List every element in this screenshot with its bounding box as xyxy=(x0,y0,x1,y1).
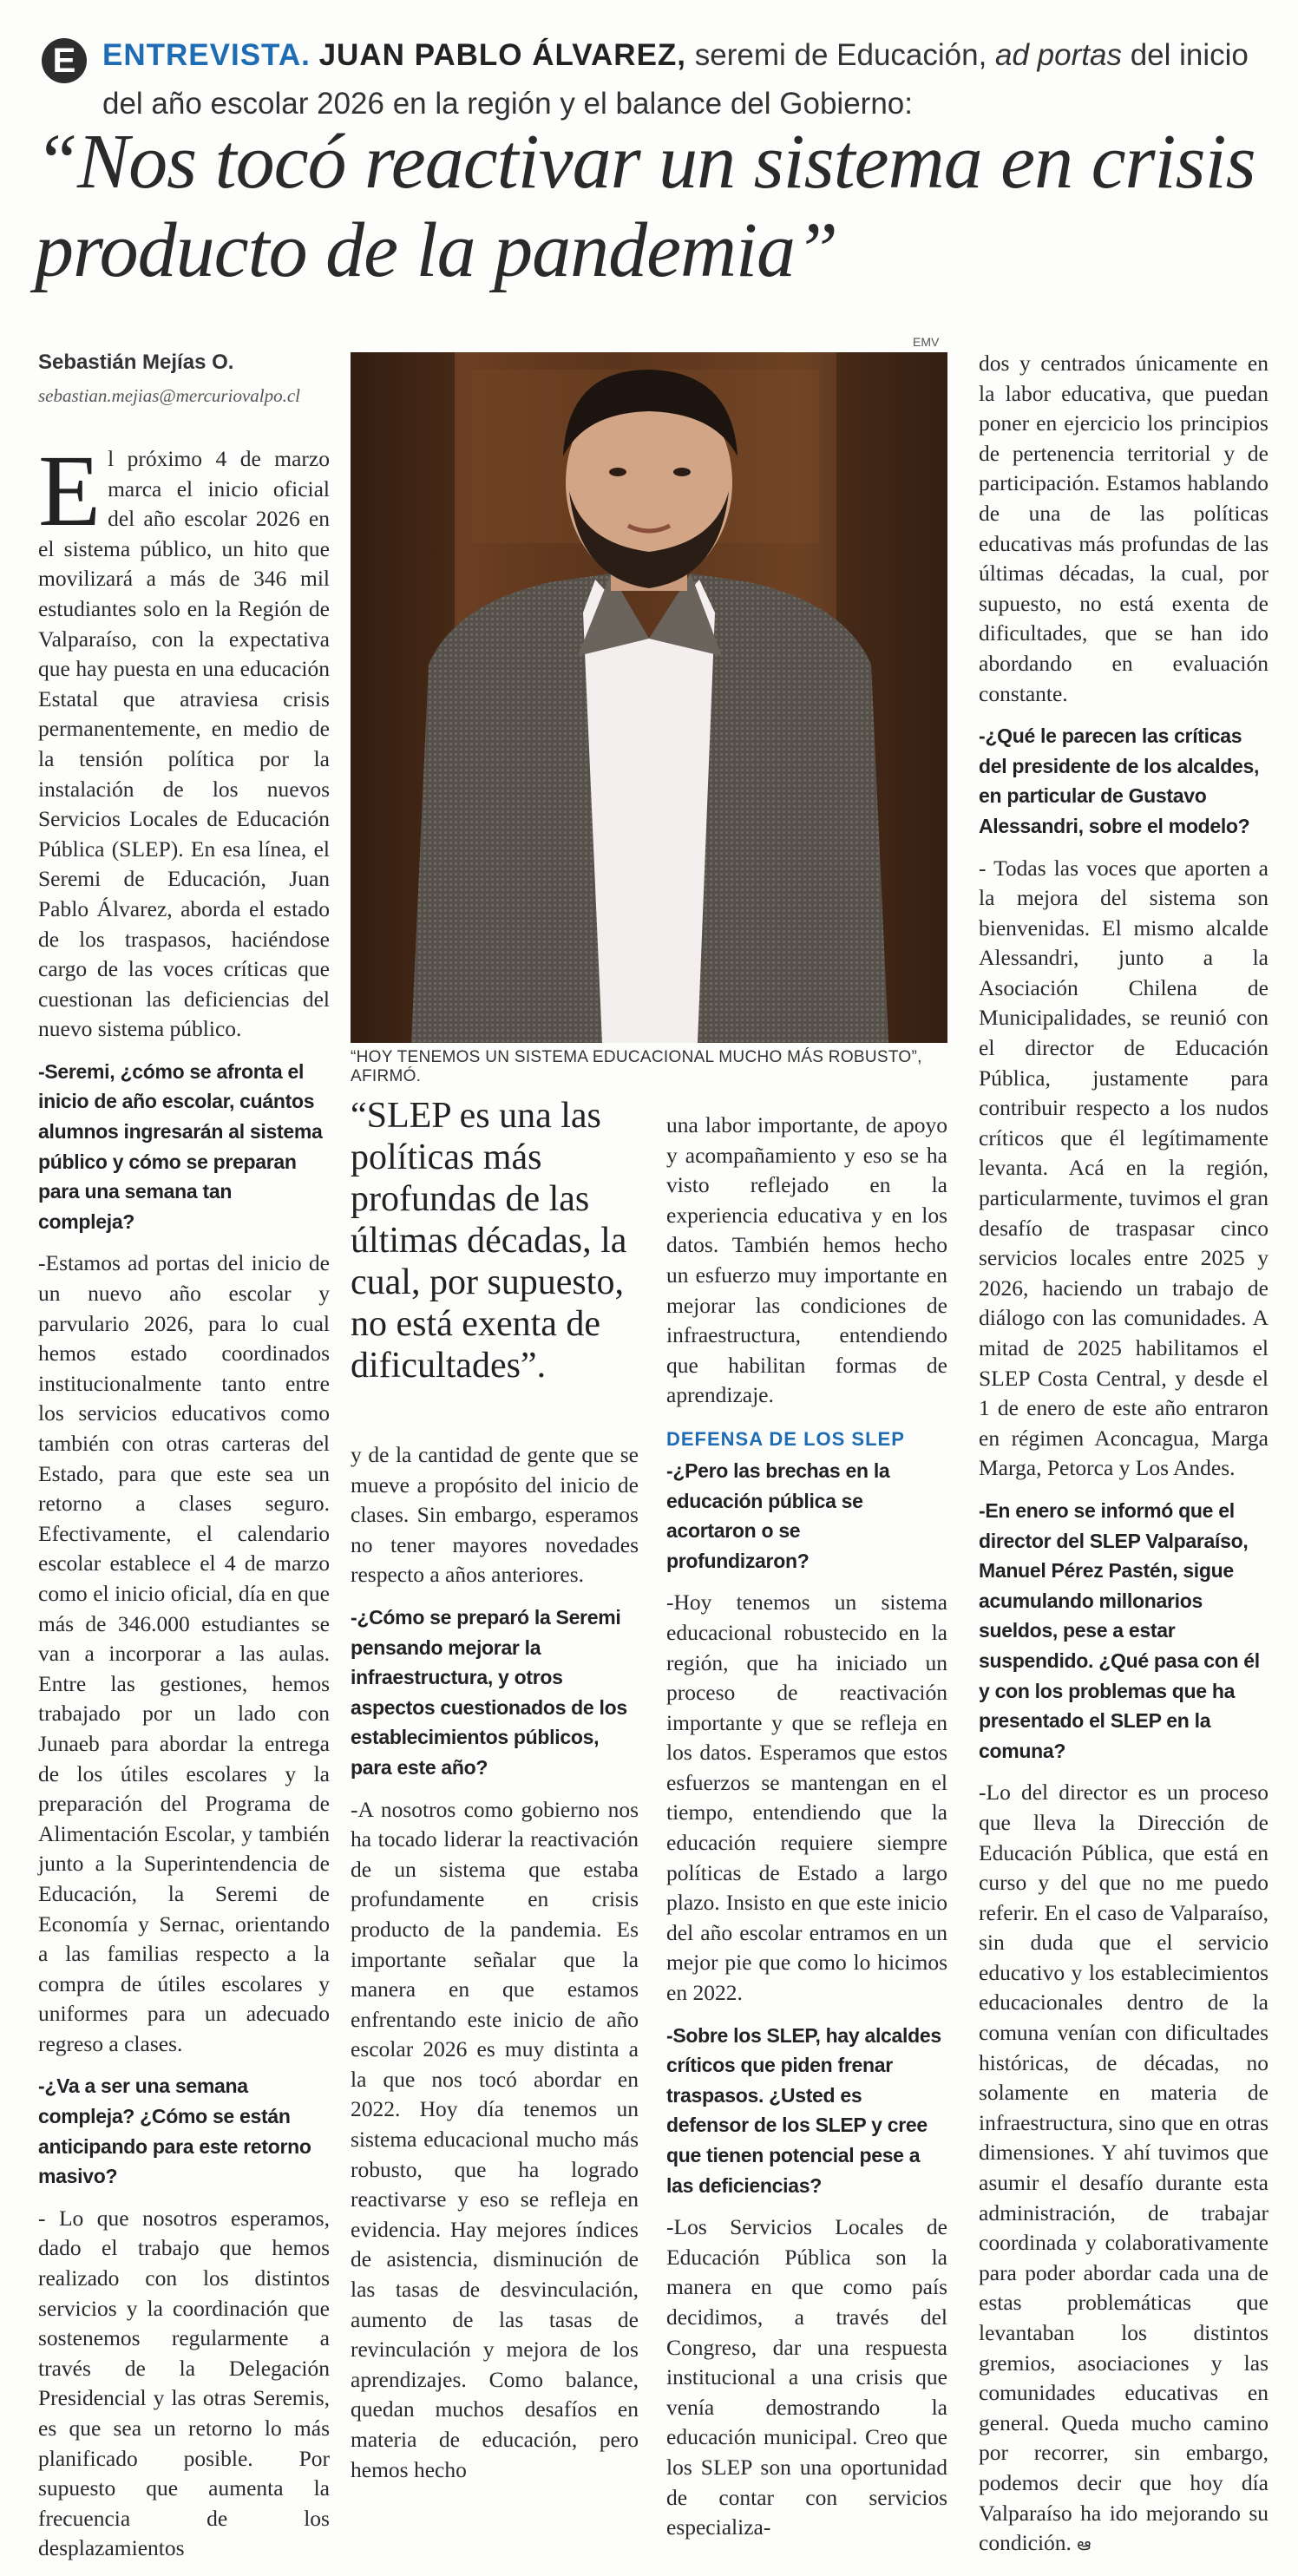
answer-5-part-1: -Los Servicios Locales de Educación Pública son la manera en que como país decidimos, a través del Congreso, dar una respuesta institucional a una crisis que venía demostrando la educación municipal. Creo que los SLEP son una oportunidad de contar con servicios especializa- xyxy=(666,2214,947,2540)
kicker-text-1: seremi de Educación, xyxy=(686,38,996,72)
answer-2-part-2: y de la cantidad de gente que se mueve a propósito del inicio de clases. Sin embargo, esperamos no tener mayores novedades respecto a años anteriores. xyxy=(351,1442,639,1588)
end-mark-icon: ఆ xyxy=(1077,2535,1092,2555)
kicker-text-2: del inicio del año escolar 2026 en la región y el balance del Gobierno: xyxy=(102,38,1249,121)
question-4: -¿Pero las brechas en la educación pública se acortaron o se profundizaron? xyxy=(666,1458,890,1572)
column-2 xyxy=(351,1440,639,2497)
intro-paragraph xyxy=(38,434,330,1045)
kicker xyxy=(102,31,1265,128)
answer-4: -Hoy tenemos un sistema educacional robustecido en la región, que ha iniciado un proceso de reactivación importante y que se refleja en los datos. Esperamos que estos esfuerzos se mantengan en el tiempo, entendiendo que la educación requiere siempre políticas de Estado a largo plazo. Insisto en que este inicio del año escolar entramos en un mejor pie que como lo hicimos en 2022. xyxy=(666,1590,947,2006)
kicker-label: ENTREVISTA. xyxy=(102,38,311,72)
byline-email[interactable]: sebastian.mejias@mercuriovalpo.cl xyxy=(38,385,300,406)
drop-cap: E xyxy=(38,434,102,547)
answer-7 xyxy=(979,1778,1268,2560)
question-5: -Sobre los SLEP, hay alcaldes críticos que piden frenar traspasos. ¿Usted es defensor de los SLEP y cree que tienen potencial pese a las deficiencias? xyxy=(666,2023,941,2197)
question-7: -En enero se informó que el director del SLEP Valparaíso, Manuel Pérez Pastén, sigue acumulando millonarios sueldos, pese a estar suspendido. ¿Qué pasa con él y con los problemas que ha presentado el SLEP en la comuna? xyxy=(979,1498,1260,1762)
answer-2-part-1: - Lo que nosotros esperamos, dado el trabajo que hemos realizado con los distintos servicios y la coordinación que sostenemos regularmente a través de la Delegación Presidencial y las otras Seremis, es que sea un retorno lo más planificado posible. Por supuesto que aumenta la frecuencia de los desplazamientos xyxy=(38,2205,330,2561)
answer-1: -Estamos ad portas del inicio de un nuevo año escolar y parvulario 2026, para lo cual hemos estado coordinados institucionalmente tanto entre los servicios educativos como también con otras carteras del Estado, para que este sea un retorno a clases seguro. Efectivamente, el calendario escolar establece el 4 de marzo como el inicio oficial, día en que más de 346.000 estudiantes se van a incorporar a las aulas. Entre las gestiones, hemos trabajado por un lado con Junaeb para abordar la entrega de los útiles escolares y la preparación del Programa de Alimentación Escolar, y también junto a la Superintendencia de Educación, la Seremi de Economía y Sernac, orientando a las familias respecto a la compra de útiles escolares y uniformes para un adecuado regreso a clases. xyxy=(38,1250,330,2056)
question-1: -Seremi, ¿cómo se afronta el inicio de año escolar, cuántos alumnos ingresarán al sistema público y cómo se preparan para una semana tan compleja? xyxy=(38,1059,323,1233)
answer-5-part-2: dos y centrados únicamente en la labor educativa, que puedan poner en ejercicio los principios de pertenencia territorial y de participación. Estamos hablando de una de las políticas educativas más profundas de las últimas décadas, la cual, por supuesto, no está exenta de dificultades, que se han ido abordando en evaluación constante. xyxy=(979,351,1268,706)
byline-author: Sebastián Mejías O. xyxy=(38,351,234,374)
photo-caption: “HOY TENEMOS UN SISTEMA EDUCACIONAL MUCHO MÁS ROBUSTO”, AFIRMÓ. xyxy=(351,1048,922,1085)
pull-quote: “SLEP es una las políticas más profundas de las últimas décadas, la cual, por supuesto, no está exenta de dificultades”. xyxy=(351,1096,627,1386)
kicker-italic: ad portas xyxy=(995,38,1122,72)
portrait-illustration xyxy=(351,352,947,1043)
photo-credit: EMV xyxy=(913,335,940,349)
question-6: -¿Qué le parecen las críticas del presidente de los alcaldes, en particular de Gustavo Alessandri, sobre el modelo? xyxy=(979,724,1260,837)
question-3: -¿Cómo se preparó la Seremi pensando mejorar la infraestructura, y otros aspectos cuestionados de los establecimientos públicos, para este año? xyxy=(351,1605,627,1779)
answer-7-text: -Lo del director es un proceso que lleva la Dirección de Educación Pública, que está en curso y del que no me puedo referir. En el caso de Valparaíso, sin duda que el servicio educativo y los establecimientos educacionales dentro de la comuna venían con dificultades históricas, de décadas, no solamente en materia de infraestructura, sino que en otras dimensiones. Y ahí tuvimos que asumir el desafío durante esta administración, de trabajar coordinada y colaborativamente para poder abordar cada una de estas problemáticas que levantaban los distintos gremios, asociaciones y las comunidades educativas en general. Queda mucho camino por recorrer, sin embargo, podemos decir que hoy día Valparaíso ha ido mejorando su condición. xyxy=(979,1780,1268,2556)
question-2: -¿Va a ser una semana compleja? ¿Cómo se están anticipando para este retorno masivo? xyxy=(38,2075,311,2188)
answer-3-part-2: una labor importante, de apoyo y acompañamiento y eso se ha visto reflejado en la experiencia educativa y en los datos. También hemos hecho un esfuerzo muy importante en mejorar las condiciones de infraestructura, entendiendo que habilitan formas de aprendizaje. xyxy=(666,1112,947,1408)
answer-3-part-1: -A nosotros como gobierno nos ha tocado liderar la reactivación de un sistema que estaba profundamente en crisis producto de la pandemia. Es importante señalar que la manera en que estamos enfrentando este inicio de año escolar 2026 es muy distinta a la que nos tocó abordar en 2022. Hoy día tenemos un sistema educacional mucho más robusto, que ha logrado reactivarse y eso se refleja en evidencia. Hay mejores índices de asistencia, disminución de las tasas de desvinculación, aumento de las tasas de revinculación y mejora de los aprendizajes. Como balance, quedan muchos desafíos en materia de educación, pero hemos hecho xyxy=(351,1796,639,2482)
answer-6: - Todas las voces que aporten a la mejora del sistema son bienvenidas. El mismo alcalde Alessandri, junto a la Asociación Chilena de Municipalidades, se reunió con el director de Educación Pública, justamente para contribuir respecto a los nudos críticos que él legítimamente levanta. Acá en la región, particularmente, tuvimos el gran desafío de traspasar cinco servicios locales entre 2025 y 2026, haciendo un trabajo de diálogo con las comunidades. A mitad de 2025 habilitamos el SLEP Costa Central, y desde el 1 de enero de este año entraron en régimen Aconcagua, Marga Marga, Petorca y Los Andes. xyxy=(979,855,1268,1481)
kicker-name: JUAN PABLO ÁLVAREZ, xyxy=(318,38,687,72)
intro-text: l próximo 4 de marzo marca el inicio oficial del año escolar 2026 en el sistema público, un hito que movilizará a más de 346 mil estudiantes solo en la Región de Valparaíso, con la expectativa que hay puesta en una educación Estatal que atraviesa crisis permanentemente, en medio de la tensión política por la instalación de los nuevos Servicios Locales de Educación Pública (SLEP). En esa línea, el Seremi de Educación, Juan Pablo Álvarez, aborda el estado de los traspasos, haciéndose cargo de las voces críticas que cuestionan las deficiencias del nuevo sistema público. xyxy=(38,446,330,1042)
column-1 xyxy=(38,434,330,2576)
interview-photo xyxy=(351,352,947,1043)
section-badge: E xyxy=(42,38,87,83)
column-3 xyxy=(666,1111,947,2555)
column-4 xyxy=(979,349,1268,2573)
headline: “Nos tocó reactivar un sistema en crisis producto de la pandemia” xyxy=(35,119,1255,293)
section-title: DEFENSA DE LOS SLEP xyxy=(666,1427,905,1450)
